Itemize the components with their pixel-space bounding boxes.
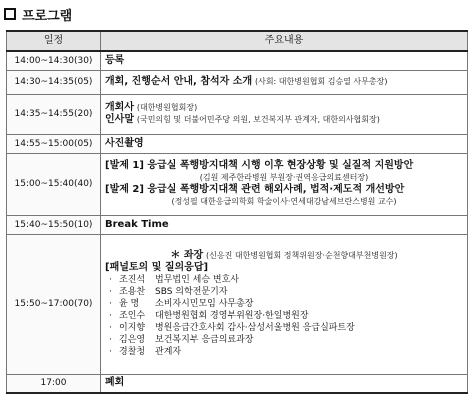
row-time: 15:00~15:40(40) bbox=[7, 153, 101, 215]
row-content bbox=[101, 153, 468, 215]
header-time: 일정 bbox=[7, 31, 101, 51]
table-row bbox=[7, 94, 468, 134]
greeting-label: 인사말 bbox=[105, 114, 134, 125]
opening-text: 개회, 진행순서 안내, 참석자 소개 bbox=[105, 76, 253, 87]
opening-speech-note: (대한병원협회장) bbox=[136, 103, 198, 112]
panel-title: [패널토의 및 질의응답] bbox=[105, 262, 209, 273]
row-time: 14:35~14:55(20) bbox=[7, 94, 101, 134]
panel-desc: SBS 의학전문기자 bbox=[155, 287, 228, 297]
panel-item: · 이지향 병원응급간호사회 감사·삼성서울병원 응급실파트장 bbox=[109, 323, 355, 333]
row-content bbox=[101, 134, 468, 153]
section-title bbox=[4, 4, 72, 24]
row-content bbox=[101, 51, 468, 70]
row-time: 17:00 bbox=[7, 374, 101, 393]
opening-speech-label: 개회사 bbox=[105, 102, 134, 113]
panel-item: · 조진석 법무법인 세승 변호사 bbox=[109, 275, 239, 285]
panel-desc: 소비자시민모임 사무총장 bbox=[155, 299, 254, 309]
table-row bbox=[7, 134, 468, 153]
panel-desc: 병원응급간호사회 감사·삼성서울병원 응급실파트장 bbox=[155, 323, 355, 333]
table-row bbox=[7, 70, 468, 94]
panel-desc: 대한병원협회 경영부위원장·한일병원장 bbox=[155, 311, 309, 321]
table-row bbox=[7, 215, 468, 234]
program-table bbox=[6, 30, 468, 394]
panel-name: 경찰청 bbox=[119, 347, 146, 357]
panel-desc: 법무법인 세승 변호사 bbox=[155, 275, 239, 285]
panel-name: 조용찬 bbox=[119, 287, 146, 297]
row-content bbox=[101, 70, 468, 94]
panel-desc: 관계자 bbox=[155, 347, 182, 357]
panel-name: 조인수 bbox=[119, 311, 146, 321]
table-row bbox=[7, 374, 468, 393]
panel-item: · 김은영 보건복지부 응급의료과장 bbox=[109, 335, 254, 345]
panel-item: · 조용찬 SBS 의학전문기자 bbox=[109, 287, 228, 297]
row-time: 15:50~17:00(70) bbox=[7, 234, 101, 374]
panel-name: 조진석 bbox=[119, 275, 146, 285]
panel-desc: 보건복지부 응급의료과장 bbox=[155, 335, 254, 345]
row-content bbox=[101, 234, 468, 374]
row-content bbox=[101, 215, 468, 234]
presentation-1-title: [발제 1] 응급실 폭행방지대책 시행 이후 현장상황 및 실질적 지원방안 bbox=[105, 160, 414, 171]
panel-item: · 윤 명 소비자시민모임 사무총장 bbox=[109, 299, 254, 309]
header-content: 주요내용 bbox=[101, 31, 468, 51]
closing-text: 폐회 bbox=[105, 377, 125, 389]
row-time: 14:30~14:35(05) bbox=[7, 70, 101, 94]
table-row bbox=[7, 153, 468, 215]
photo-text: 사진촬영 bbox=[105, 137, 144, 149]
section-title-text: 프로그램 bbox=[22, 8, 73, 24]
row-content bbox=[101, 94, 468, 134]
table-row bbox=[7, 51, 468, 70]
row-time: 14:00~14:30(30) bbox=[7, 51, 101, 70]
row-time: 15:40~15:50(10) bbox=[7, 215, 101, 234]
checkbox-square-icon bbox=[4, 8, 16, 20]
break-text: Break Time bbox=[105, 218, 169, 230]
panel-item: · 경찰청 관계자 bbox=[109, 347, 182, 357]
table-header-row bbox=[7, 31, 468, 51]
registration-text: 등록 bbox=[105, 54, 125, 66]
panel-name: 이지향 bbox=[119, 323, 146, 333]
row-content bbox=[101, 374, 468, 393]
presentation-1-presenter: (김원 제주한라병원 부원장·권역응급의료센터장) bbox=[199, 173, 369, 182]
row-time: 14:55~15:00(05) bbox=[7, 134, 101, 153]
panel-name: 윤 명 bbox=[119, 299, 140, 309]
moderator-note: (사회: 대한병원협회 김승열 사무총장) bbox=[254, 77, 388, 86]
panel-item: · 조인수 대한병원협회 경영부위원장·한일병원장 bbox=[109, 311, 309, 321]
chair-note: (신응진 대한병원협회 정책위원장·순천향대부천병원장) bbox=[206, 251, 398, 260]
greeting-note: (국민의힘 및 더불어민주당 의원, 보건복지부 관계자, 대한의사협회장) bbox=[136, 115, 380, 124]
presentation-2-title: [발제 2] 응급실 폭행방지대책 관련 해외사례, 법적·제도적 개선방안 bbox=[105, 184, 405, 195]
presentation-2-presenter: (정성필 대한응급의학회 학술이사·연세대강남세브란스병원 교수) bbox=[171, 197, 397, 206]
table-row bbox=[7, 234, 468, 374]
panel-name: 김은영 bbox=[119, 335, 146, 345]
chair-label: ＊ 좌장 bbox=[170, 250, 204, 261]
